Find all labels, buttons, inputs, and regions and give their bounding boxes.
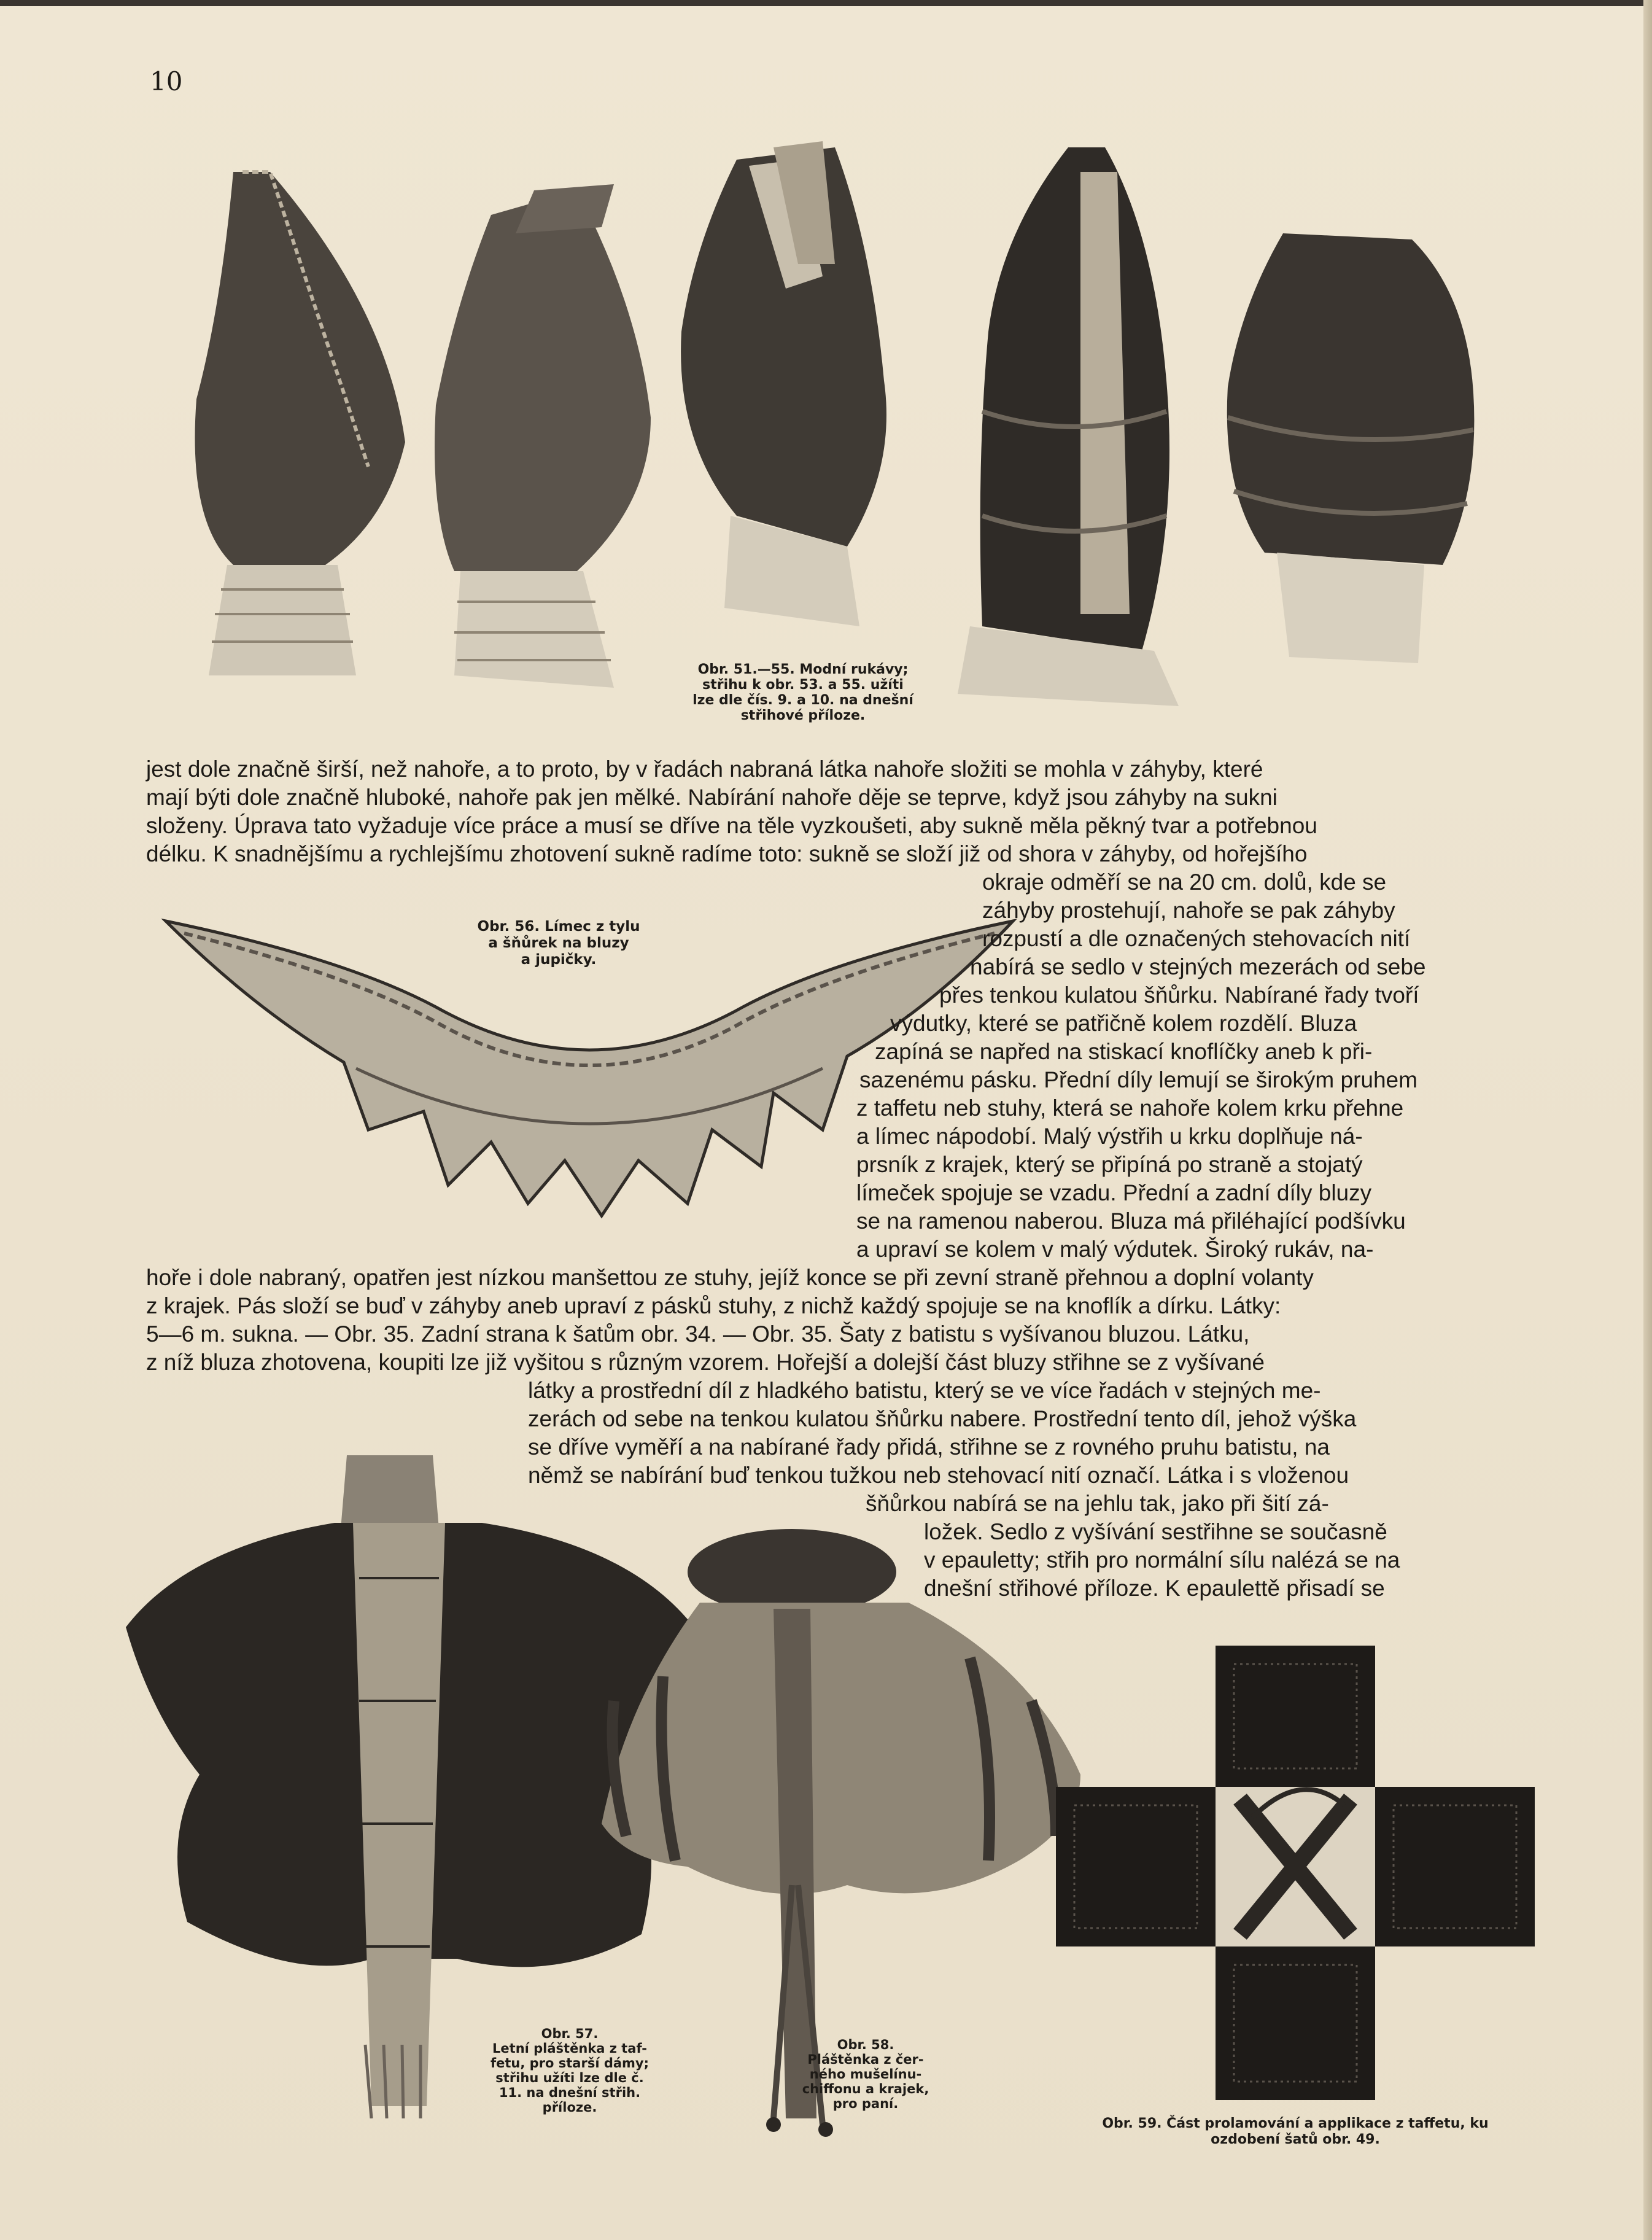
- text-line: sazenému pásku. Přední díly lemují se širokým pruhem: [859, 1067, 1417, 1092]
- text-line: šňůrkou nabírá se na jehlu tak, jako při šití zá-: [866, 1491, 1329, 1516]
- text-line: nabírá se sedlo v stejných mezerách od sebe: [970, 954, 1426, 979]
- page-number: 10: [150, 66, 183, 96]
- caption-line: Obr. 57.: [541, 2026, 599, 2041]
- caption-line: a šňůrek na bluzy: [488, 935, 629, 951]
- text-line: okraje odměří se na 20 cm. dolů, kde se: [982, 869, 1387, 895]
- caption-line: příloze.: [542, 2100, 597, 2115]
- caption-line: střihu k obr. 53. a 55. užíti: [702, 677, 904, 693]
- caption-line: Pláštěnka z čer-: [807, 2052, 924, 2067]
- text-line: mají býti dole značně hluboké, nahoře pak jen mělké. Nabírání nahoře děje se teprve, když jsou záhyby na sukni: [146, 785, 1278, 810]
- text-line: se na ramenou naberou. Bluza má přiléhající podšívku: [856, 1208, 1406, 1234]
- caption-line: a jupičky.: [521, 952, 597, 968]
- caption-line: Obr. 59. Část prolamování a applikace z taffetu, ku: [1102, 2116, 1489, 2131]
- caption-line: Letní pláštěnka z taf-: [492, 2041, 647, 2056]
- text-line: složeny. Úprava tato vyžaduje více práce a musí se dříve na těle vyzkoušeti, aby sukně měla pěkný tvar a potřebnou: [146, 813, 1317, 838]
- caption-line: ného mušelínu-: [809, 2067, 922, 2082]
- caption-line: Obr. 56. Límec z tylu: [477, 919, 640, 935]
- text-line: v epauletty; střih pro normální sílu nalézá se na: [924, 1547, 1400, 1573]
- caption-line: lze dle čís. 9. a 10. na dnešní: [692, 693, 913, 708]
- text-line: z níž bluza zhotovena, koupiti lze již vyšitou s různým vzorem. Hořejší a dolejší část bluzy střihne se z vyšívané: [146, 1350, 1265, 1375]
- caption-line: Obr. 58.: [837, 2037, 894, 2052]
- text-line: záhyby prostehují, nahoře se pak záhyby: [982, 898, 1395, 923]
- text-line: výdutky, které se patřičně kolem rozdělí. Bluza: [890, 1011, 1357, 1036]
- caption-line: ozdobení šatů obr. 49.: [1211, 2132, 1380, 2147]
- text-line: zerách od sebe na tenkou kulatou šňůrku nabere. Prostřední tento díl, jehož výška: [528, 1406, 1357, 1431]
- caption-line: střihové příloze.: [740, 708, 866, 723]
- caption-line: fetu, pro starší dámy;: [490, 2056, 650, 2071]
- text-line: z taffetu neb stuhy, která se nahoře kolem krku přehne: [856, 1095, 1404, 1121]
- caption-line: střihu užíti lze dle č.: [495, 2071, 644, 2085]
- text-line: jest dole značně širší, než nahoře, a to proto, by v řadách nabraná látka nahoře složiti se mohla v záhyby, které: [146, 756, 1263, 782]
- text-line: a límec nápodobí. Malý výstřih u krku doplňuje ná-: [856, 1124, 1363, 1149]
- text-line: ložek. Sedlo z vyšívání sestřihne se současně: [924, 1519, 1387, 1544]
- text-line: dnešní střihové příloze. K epaulettě přisadí se: [924, 1576, 1385, 1601]
- text-line: délku. K snadnějšímu a rychlejšímu zhotovení sukně radíme toto: sukně se složí již od shora v záhyby, od hořejšího: [146, 841, 1308, 866]
- text-line: prsník z krajek, který se připíná po straně a stojatý: [856, 1152, 1363, 1177]
- caption-line: chiffonu a krajek,: [802, 2082, 929, 2096]
- text-line: límeček spojuje se vzadu. Přední a zadní díly bluzy: [856, 1180, 1372, 1205]
- text-line: němž se nabírání buď tenkou tužkou neb stehovací nití označí. Látka i s vloženou: [528, 1463, 1349, 1488]
- caption-line: 11. na dnešní střih.: [498, 2085, 641, 2100]
- text-line: hoře i dole nabraný, opatřen jest nízkou manšettou ze stuhy, jejíž konce se při zevní straně přehnou a doplní volanty: [146, 1265, 1314, 1290]
- text-line: z krajek. Pás složí se buď v záhyby aneb upraví z pásků stuhy, z nichž každý spojuje se na knoflík a dírku. Látky:: [146, 1293, 1281, 1318]
- caption-line: Obr. 51.—55. Modní rukávy;: [697, 662, 909, 677]
- text-line: se dříve vyměří a na nabírané řady přidá, střihne se z rovného pruhu batistu, na: [528, 1434, 1330, 1460]
- text-line: rozpustí a dle označených stehovacích nití: [982, 926, 1411, 951]
- text-line: a upraví se kolem v malý výdutek. Široký rukáv, na-: [856, 1237, 1374, 1262]
- text-line: přes tenkou kulatou šňůrku. Nabírané řady tvoří: [939, 982, 1419, 1008]
- text-line: 5—6 m. sukna. — Obr. 35. Zadní strana k šatům obr. 34. — Obr. 35. Šaty z batistu s vyšívanou bluzou. Látku,: [146, 1321, 1250, 1347]
- text-line: látky a prostřední díl z hladkého batistu, který se ve více řadách v stejných me-: [528, 1378, 1321, 1403]
- caption-line: pro paní.: [832, 2096, 899, 2111]
- text-line: zapíná se napřed na stiskací knoflíčky aneb k při-: [875, 1039, 1373, 1064]
